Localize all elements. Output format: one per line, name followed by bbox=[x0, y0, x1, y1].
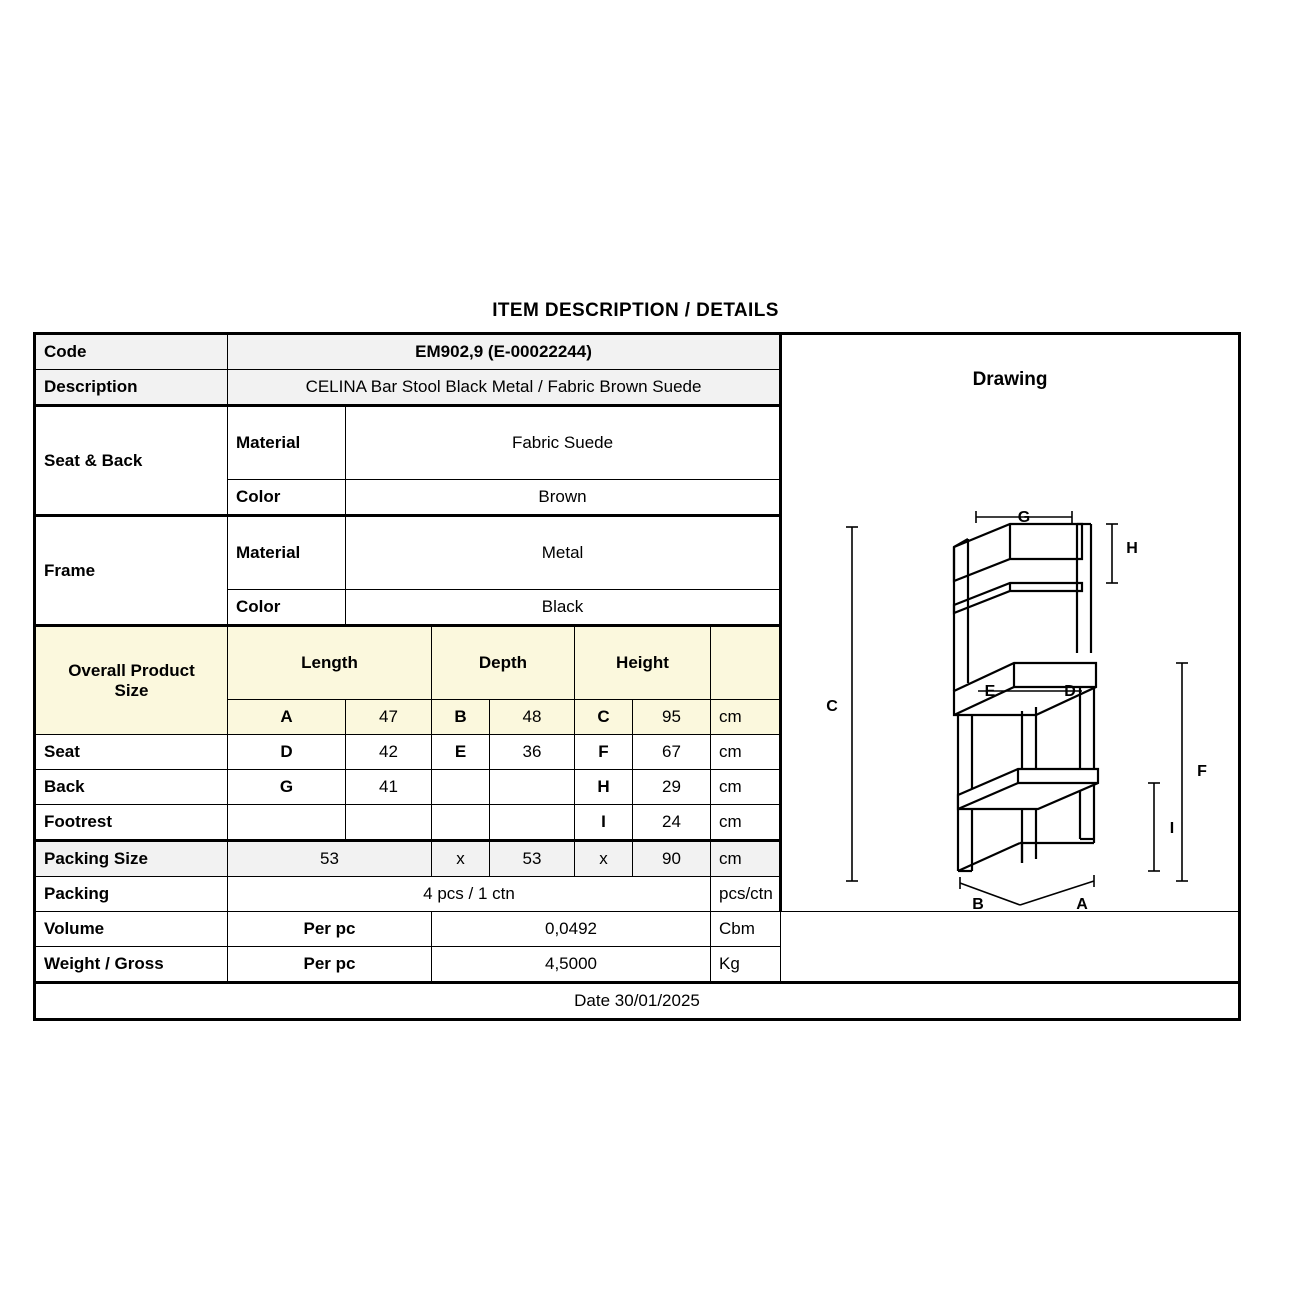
weight-label: Weight / Gross bbox=[35, 947, 228, 983]
packing-label: Packing bbox=[35, 877, 228, 912]
depth-header: Depth bbox=[432, 626, 575, 700]
overall-length-key: A bbox=[228, 700, 346, 735]
frame-color-label: Color bbox=[228, 590, 346, 626]
overall-length-value: 47 bbox=[346, 700, 432, 735]
seat-unit: cm bbox=[711, 735, 781, 770]
frame-material-label: Material bbox=[228, 516, 346, 590]
overall-depth-value: 48 bbox=[490, 700, 575, 735]
back-depth-value bbox=[490, 770, 575, 805]
footrest-length-key bbox=[228, 805, 346, 841]
back-depth-key bbox=[432, 770, 490, 805]
footrest-label: Footrest bbox=[35, 805, 228, 841]
spec-table bbox=[33, 332, 1241, 1021]
seat-back-color-label: Color bbox=[228, 480, 346, 516]
weight-value: 4,5000 bbox=[432, 947, 711, 983]
footrest-height-value: 24 bbox=[633, 805, 711, 841]
dimension-label-e: E bbox=[984, 683, 996, 700]
back-height-key: H bbox=[575, 770, 633, 805]
packing-size-height: 90 bbox=[633, 841, 711, 877]
date-text: Date 30/01/2025 bbox=[35, 983, 1240, 1020]
frame-material-value: Metal bbox=[346, 516, 781, 590]
page-title: ITEM DESCRIPTION / DETAILS bbox=[492, 300, 779, 321]
footrest-depth-key bbox=[432, 805, 490, 841]
table-row-weight bbox=[35, 947, 1240, 983]
dimension-label-d: D bbox=[1064, 683, 1076, 700]
weight-per: Per pc bbox=[228, 947, 432, 983]
seat-length-value: 42 bbox=[346, 735, 432, 770]
seat-back-material-label: Material bbox=[228, 406, 346, 480]
item-description-sheet bbox=[33, 300, 1238, 1021]
overall-size-label-line2: Size bbox=[114, 680, 149, 700]
volume-per: Per pc bbox=[228, 912, 432, 947]
overall-depth-key: B bbox=[432, 700, 490, 735]
back-unit: cm bbox=[711, 770, 781, 805]
back-height-value: 29 bbox=[633, 770, 711, 805]
table-row-code bbox=[35, 334, 1240, 370]
unit-header-spacer bbox=[711, 626, 781, 700]
drawing-cell bbox=[781, 334, 1240, 912]
dimension-label-h: H bbox=[1126, 540, 1138, 557]
frame-color-value: Black bbox=[346, 590, 781, 626]
frame-label: Frame bbox=[35, 516, 228, 626]
description-label: Description bbox=[35, 370, 228, 406]
seat-label: Seat bbox=[35, 735, 228, 770]
footrest-length-value bbox=[346, 805, 432, 841]
seat-height-value: 67 bbox=[633, 735, 711, 770]
height-header: Height bbox=[575, 626, 711, 700]
packing-size-x2: x bbox=[575, 841, 633, 877]
overall-size-label-line1: Overall Product bbox=[68, 660, 195, 680]
weight-unit: Kg bbox=[711, 947, 781, 983]
footrest-height-key: I bbox=[575, 805, 633, 841]
bar-stool-drawing bbox=[782, 391, 1241, 911]
packing-size-depth: 53 bbox=[490, 841, 575, 877]
packing-size-label: Packing Size bbox=[35, 841, 228, 877]
volume-value: 0,0492 bbox=[432, 912, 711, 947]
dimension-label-g: G bbox=[1017, 509, 1031, 526]
overall-unit: cm bbox=[711, 700, 781, 735]
footrest-depth-value bbox=[490, 805, 575, 841]
dimension-label-b: B bbox=[972, 896, 984, 911]
table-row-date bbox=[35, 983, 1240, 1020]
seat-depth-key: E bbox=[432, 735, 490, 770]
description-value: CELINA Bar Stool Black Metal / Fabric Brown Suede bbox=[228, 370, 781, 406]
packing-size-x1: x bbox=[432, 841, 490, 877]
seat-back-label: Seat & Back bbox=[35, 406, 228, 516]
back-label: Back bbox=[35, 770, 228, 805]
back-length-key: G bbox=[228, 770, 346, 805]
dimension-label-i: I bbox=[1169, 820, 1175, 837]
table-row-volume bbox=[35, 912, 1240, 947]
packing-size-unit: cm bbox=[711, 841, 781, 877]
seat-depth-value: 36 bbox=[490, 735, 575, 770]
packing-value: 4 pcs / 1 ctn bbox=[228, 877, 711, 912]
seat-back-color-value: Brown bbox=[346, 480, 781, 516]
drawing-title: Drawing bbox=[972, 369, 1048, 390]
volume-unit: Cbm bbox=[711, 912, 781, 947]
seat-height-key: F bbox=[575, 735, 633, 770]
length-header: Length bbox=[228, 626, 432, 700]
packing-unit: pcs/ctn bbox=[711, 877, 781, 912]
overall-size-label bbox=[35, 626, 228, 735]
dimension-label-f: F bbox=[1197, 763, 1207, 780]
code-label: Code bbox=[35, 334, 228, 370]
seat-back-material-value: Fabric Suede bbox=[346, 406, 781, 480]
dimension-label-c: C bbox=[826, 698, 838, 715]
seat-length-key: D bbox=[228, 735, 346, 770]
overall-height-key: C bbox=[575, 700, 633, 735]
back-length-value: 41 bbox=[346, 770, 432, 805]
code-value: EM902,9 (E-00022244) bbox=[228, 334, 781, 370]
footrest-unit: cm bbox=[711, 805, 781, 841]
dimension-label-a: A bbox=[1076, 896, 1088, 911]
overall-height-value: 95 bbox=[633, 700, 711, 735]
packing-size-width: 53 bbox=[228, 841, 432, 877]
volume-label: Volume bbox=[35, 912, 228, 947]
